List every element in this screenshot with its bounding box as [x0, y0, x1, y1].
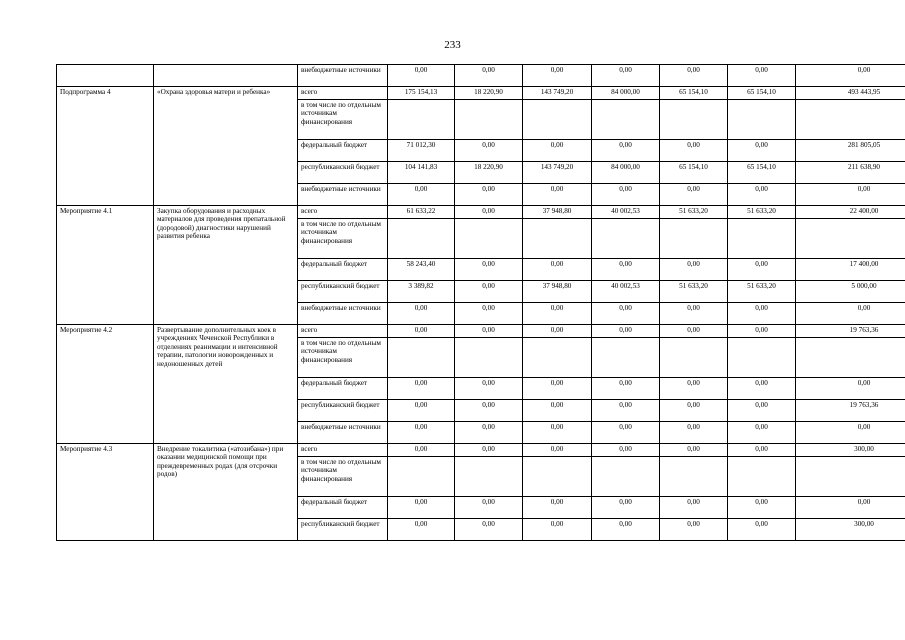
amount-cell: 0,00 [592, 378, 660, 400]
amount-cell: 0,00 [523, 519, 592, 541]
amount-cell: 0,00 [523, 325, 592, 338]
amount-cell: 0,00 [660, 444, 728, 457]
amount-cell: 0,00 [523, 444, 592, 457]
amount-cell: 0,00 [592, 140, 660, 162]
amount-cell [660, 219, 728, 259]
amount-cell: 0,00 [592, 65, 660, 87]
amount-cell: 0,00 [728, 400, 796, 422]
amount-cell: 104 141,83 [388, 162, 455, 184]
amount-cell: 0,00 [523, 400, 592, 422]
budget-table [56, 64, 905, 541]
funding-source-cell: федеральный бюджет [298, 259, 388, 281]
amount-cell: 300,00 [796, 444, 905, 457]
amount-cell: 300,00 [796, 519, 905, 541]
funding-source-cell: в том числе по отдельным источникам финансирования [298, 219, 388, 259]
amount-cell [523, 338, 592, 378]
amount-cell: 0,00 [728, 184, 796, 206]
amount-cell: 51 633,20 [728, 206, 796, 219]
amount-cell: 211 638,90 [796, 162, 905, 184]
amount-cell: 0,00 [523, 184, 592, 206]
amount-cell: 0,00 [388, 444, 455, 457]
amount-cell: 0,00 [455, 497, 523, 519]
amount-cell: 0,00 [455, 325, 523, 338]
amount-cell [660, 457, 728, 497]
amount-cell: 0,00 [455, 184, 523, 206]
amount-cell: 0,00 [455, 65, 523, 87]
amount-cell: 0,00 [523, 259, 592, 281]
amount-cell: 0,00 [455, 259, 523, 281]
amount-cell: 0,00 [660, 65, 728, 87]
funding-source-cell: республиканский бюджет [298, 400, 388, 422]
amount-cell: 0,00 [728, 422, 796, 444]
funding-source-cell: всего [298, 325, 388, 338]
amount-cell: 0,00 [796, 65, 905, 87]
amount-cell: 5 000,00 [796, 281, 905, 303]
program-description-cell: Развертывание дополнительных коек в учреждениях Чеченской Республики в отделениях реанимации и интенсивной терапии, патологии новорожденных и недоношенных детей [154, 325, 298, 444]
amount-cell: 175 154,13 [388, 87, 455, 100]
amount-cell: 0,00 [455, 400, 523, 422]
amount-cell: 0,00 [388, 303, 455, 325]
amount-cell [592, 457, 660, 497]
funding-source-cell: федеральный бюджет [298, 140, 388, 162]
amount-cell: 0,00 [455, 140, 523, 162]
amount-cell: 84 000,00 [592, 87, 660, 100]
amount-cell: 0,00 [523, 65, 592, 87]
funding-source-cell: в том числе по отдельным источникам финансирования [298, 100, 388, 140]
amount-cell: 0,00 [455, 206, 523, 219]
amount-cell [660, 100, 728, 140]
amount-cell: 65 154,10 [728, 87, 796, 100]
amount-cell: 0,00 [455, 378, 523, 400]
amount-cell: 0,00 [728, 259, 796, 281]
amount-cell: 0,00 [660, 497, 728, 519]
amount-cell: 0,00 [728, 303, 796, 325]
page-number: 233 [444, 39, 461, 51]
amount-cell: 0,00 [728, 65, 796, 87]
amount-cell: 19 763,36 [796, 325, 905, 338]
amount-cell: 0,00 [523, 378, 592, 400]
amount-cell: 0,00 [660, 140, 728, 162]
amount-cell [455, 338, 523, 378]
amount-cell: 0,00 [728, 140, 796, 162]
amount-cell: 0,00 [523, 422, 592, 444]
amount-cell: 84 000,00 [592, 162, 660, 184]
amount-cell: 0,00 [523, 140, 592, 162]
funding-source-cell: федеральный бюджет [298, 497, 388, 519]
amount-cell [388, 219, 455, 259]
amount-cell: 0,00 [592, 325, 660, 338]
amount-cell: 0,00 [728, 444, 796, 457]
amount-cell: 18 220,90 [455, 162, 523, 184]
amount-cell: 58 243,40 [388, 259, 455, 281]
program-name-cell: Мероприятие 4.3 [57, 444, 154, 541]
funding-source-cell: всего [298, 444, 388, 457]
amount-cell: 0,00 [660, 184, 728, 206]
amount-cell: 18 220,90 [455, 87, 523, 100]
amount-cell [388, 100, 455, 140]
amount-cell [592, 219, 660, 259]
amount-cell: 3 389,82 [388, 281, 455, 303]
amount-cell: 0,00 [728, 519, 796, 541]
funding-source-cell: всего [298, 87, 388, 100]
amount-cell: 19 763,36 [796, 400, 905, 422]
amount-cell: 0,00 [592, 303, 660, 325]
amount-cell: 65 154,10 [728, 162, 796, 184]
program-description-cell: «Охрана здоровья матери и ребенка» [154, 87, 298, 206]
amount-cell: 40 002,53 [592, 281, 660, 303]
amount-cell: 65 154,10 [660, 87, 728, 100]
amount-cell: 0,00 [592, 422, 660, 444]
amount-cell: 0,00 [388, 65, 455, 87]
funding-source-cell: всего [298, 206, 388, 219]
amount-cell: 37 948,80 [523, 206, 592, 219]
funding-source-cell: республиканский бюджет [298, 281, 388, 303]
program-description-cell: Внедрение токалитика («атозибана») при оказании медицинской помощи при преждевременных родах (для отсрочки родов) [154, 444, 298, 541]
table-row [57, 65, 905, 87]
amount-cell: 0,00 [388, 184, 455, 206]
amount-cell: 0,00 [388, 497, 455, 519]
amount-cell: 22 400,00 [796, 206, 905, 219]
amount-cell [388, 457, 455, 497]
amount-cell [660, 338, 728, 378]
funding-source-cell: федеральный бюджет [298, 378, 388, 400]
table-row [57, 87, 905, 100]
amount-cell: 40 002,53 [592, 206, 660, 219]
amount-cell: 51 633,20 [660, 206, 728, 219]
amount-cell: 493 443,95 [796, 87, 905, 100]
amount-cell: 71 012,30 [388, 140, 455, 162]
amount-cell [796, 457, 905, 497]
amount-cell: 0,00 [592, 497, 660, 519]
amount-cell: 0,00 [523, 497, 592, 519]
amount-cell: 0,00 [455, 281, 523, 303]
amount-cell [796, 100, 905, 140]
amount-cell: 0,00 [728, 325, 796, 338]
program-description-cell [154, 65, 298, 87]
amount-cell: 0,00 [388, 422, 455, 444]
amount-cell: 0,00 [592, 184, 660, 206]
amount-cell: 51 633,20 [728, 281, 796, 303]
amount-cell [796, 338, 905, 378]
amount-cell [523, 219, 592, 259]
program-name-cell [57, 65, 154, 87]
amount-cell: 0,00 [796, 497, 905, 519]
amount-cell [592, 100, 660, 140]
amount-cell: 65 154,10 [660, 162, 728, 184]
amount-cell [796, 219, 905, 259]
amount-cell [455, 457, 523, 497]
program-name-cell: Подпрограмма 4 [57, 87, 154, 206]
amount-cell: 143 749,20 [523, 162, 592, 184]
amount-cell [728, 219, 796, 259]
amount-cell: 0,00 [455, 519, 523, 541]
amount-cell: 0,00 [660, 325, 728, 338]
amount-cell: 0,00 [455, 444, 523, 457]
amount-cell: 0,00 [660, 519, 728, 541]
amount-cell: 0,00 [592, 444, 660, 457]
funding-source-cell: республиканский бюджет [298, 162, 388, 184]
amount-cell: 0,00 [728, 378, 796, 400]
funding-source-cell: внебюджетные источники [298, 422, 388, 444]
amount-cell: 17 400,00 [796, 259, 905, 281]
amount-cell: 0,00 [388, 400, 455, 422]
amount-cell: 0,00 [796, 184, 905, 206]
funding-source-cell: в том числе по отдельным источникам финансирования [298, 338, 388, 378]
amount-cell: 0,00 [796, 422, 905, 444]
amount-cell: 0,00 [455, 422, 523, 444]
amount-cell [592, 338, 660, 378]
funding-source-cell: республиканский бюджет [298, 519, 388, 541]
amount-cell: 0,00 [592, 519, 660, 541]
amount-cell: 51 633,20 [660, 281, 728, 303]
amount-cell: 0,00 [728, 497, 796, 519]
table-row [57, 325, 905, 338]
amount-cell [523, 100, 592, 140]
amount-cell: 0,00 [796, 303, 905, 325]
funding-source-cell: в том числе по отдельным источникам финансирования [298, 457, 388, 497]
amount-cell: 0,00 [796, 378, 905, 400]
program-name-cell: Мероприятие 4.2 [57, 325, 154, 444]
amount-cell [728, 100, 796, 140]
amount-cell: 37 948,80 [523, 281, 592, 303]
amount-cell: 0,00 [388, 519, 455, 541]
amount-cell: 281 805,05 [796, 140, 905, 162]
amount-cell [728, 457, 796, 497]
table-row [57, 206, 905, 219]
program-name-cell: Мероприятие 4.1 [57, 206, 154, 325]
amount-cell [523, 457, 592, 497]
amount-cell: 0,00 [660, 422, 728, 444]
amount-cell: 0,00 [660, 303, 728, 325]
amount-cell: 0,00 [592, 400, 660, 422]
amount-cell: 0,00 [660, 378, 728, 400]
amount-cell: 0,00 [388, 325, 455, 338]
amount-cell [455, 100, 523, 140]
program-description-cell: Закупка оборудования и расходных материалов для проведения препатальной (дородовой) диагностики нарушений развития ребенка [154, 206, 298, 325]
funding-source-cell: внебюджетные источники [298, 303, 388, 325]
amount-cell: 0,00 [455, 303, 523, 325]
amount-cell [728, 338, 796, 378]
amount-cell: 61 633,22 [388, 206, 455, 219]
amount-cell: 0,00 [660, 259, 728, 281]
amount-cell: 0,00 [592, 259, 660, 281]
funding-source-cell: внебюджетные источники [298, 65, 388, 87]
amount-cell [455, 219, 523, 259]
table-row [57, 444, 905, 457]
amount-cell: 0,00 [388, 378, 455, 400]
amount-cell: 0,00 [523, 303, 592, 325]
funding-source-cell: внебюджетные источники [298, 184, 388, 206]
amount-cell: 0,00 [660, 400, 728, 422]
amount-cell: 143 749,20 [523, 87, 592, 100]
amount-cell [388, 338, 455, 378]
